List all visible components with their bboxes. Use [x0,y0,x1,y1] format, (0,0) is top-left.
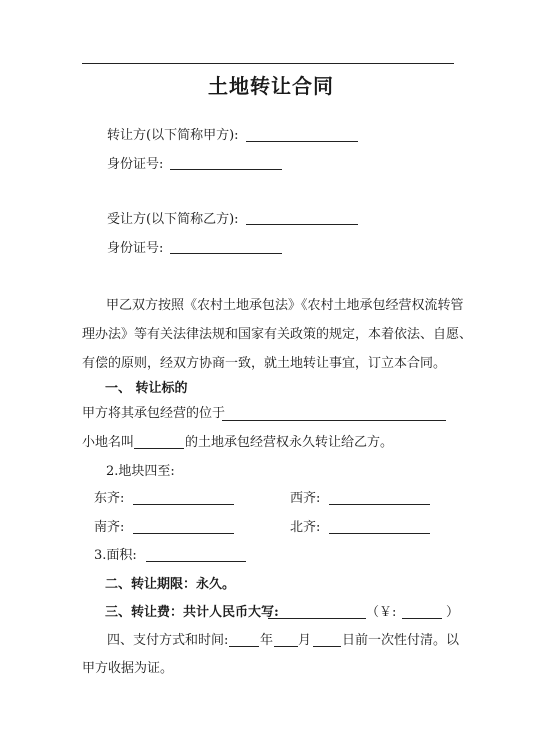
section1-line-1: 甲方将其承包经营的位于 [82,406,226,421]
boundaries-label: 2.地块四至: [106,464,175,479]
transferee-blank[interactable] [246,224,358,225]
area-blank[interactable] [146,561,246,562]
page-title: 土地转让合同 [208,74,334,98]
section4-suffix: 日前一次性付清。以 [342,633,460,648]
intro-line-3: 有偿的原则，经双方协商一致，就土地转让事宜，订立本合同。 [82,356,447,371]
south-label: 南齐: [94,520,125,535]
section1-title: 一、 转让标的 [105,381,188,396]
area-label: 3.面积: [94,548,137,563]
section3-yen: （￥: [366,605,397,620]
west-blank[interactable] [329,504,430,505]
south-blank[interactable] [133,533,234,534]
month-blank[interactable] [274,646,298,647]
west-label: 西齐: [290,491,321,506]
section4-year: 年 [260,633,274,648]
location-blank[interactable] [222,420,446,421]
header-rule [82,63,454,64]
east-blank[interactable] [133,504,234,505]
year-blank[interactable] [229,646,259,647]
place-name-blank[interactable] [134,448,184,449]
section4-month: 月 [298,633,312,648]
transferor-blank[interactable] [246,141,358,142]
transferee-id-blank[interactable] [170,253,282,254]
east-label: 东齐: [94,491,125,506]
section2: 二、转让期限：永久。 [105,577,236,592]
section4-prefix: 四、支付方式和时间: [107,633,229,648]
north-blank[interactable] [329,533,430,534]
section1-line-2-suffix: 的土地承包经营权永久转让给乙方。 [185,435,394,450]
section3-prefix: 三、转让费：共计人民币大写: [105,605,279,620]
section3-close: ） [446,605,460,620]
intro-line-2: 理办法》等有关法律法规和国家有关政策的规定，本着依法、自愿、 [82,327,473,342]
intro-line-1: 甲乙双方按照《农村土地承包法》《农村土地承包经营权流转管 [106,298,464,313]
transferor-id-label: 身份证号: [107,157,164,172]
section4-line-2: 甲方收据为证。 [82,661,174,676]
transferee-id-label: 身份证号: [107,241,164,256]
transferee-label: 受让方(以下简称乙方): [107,212,239,227]
fee-number-blank[interactable] [402,618,442,619]
section1-line-2-prefix: 小地名叫 [82,435,135,450]
north-label: 北齐: [290,520,321,535]
transferor-id-blank[interactable] [170,169,282,170]
day-blank[interactable] [313,646,341,647]
transferor-label: 转让方(以下简称甲方): [107,128,239,143]
fee-words-blank[interactable] [268,618,366,619]
